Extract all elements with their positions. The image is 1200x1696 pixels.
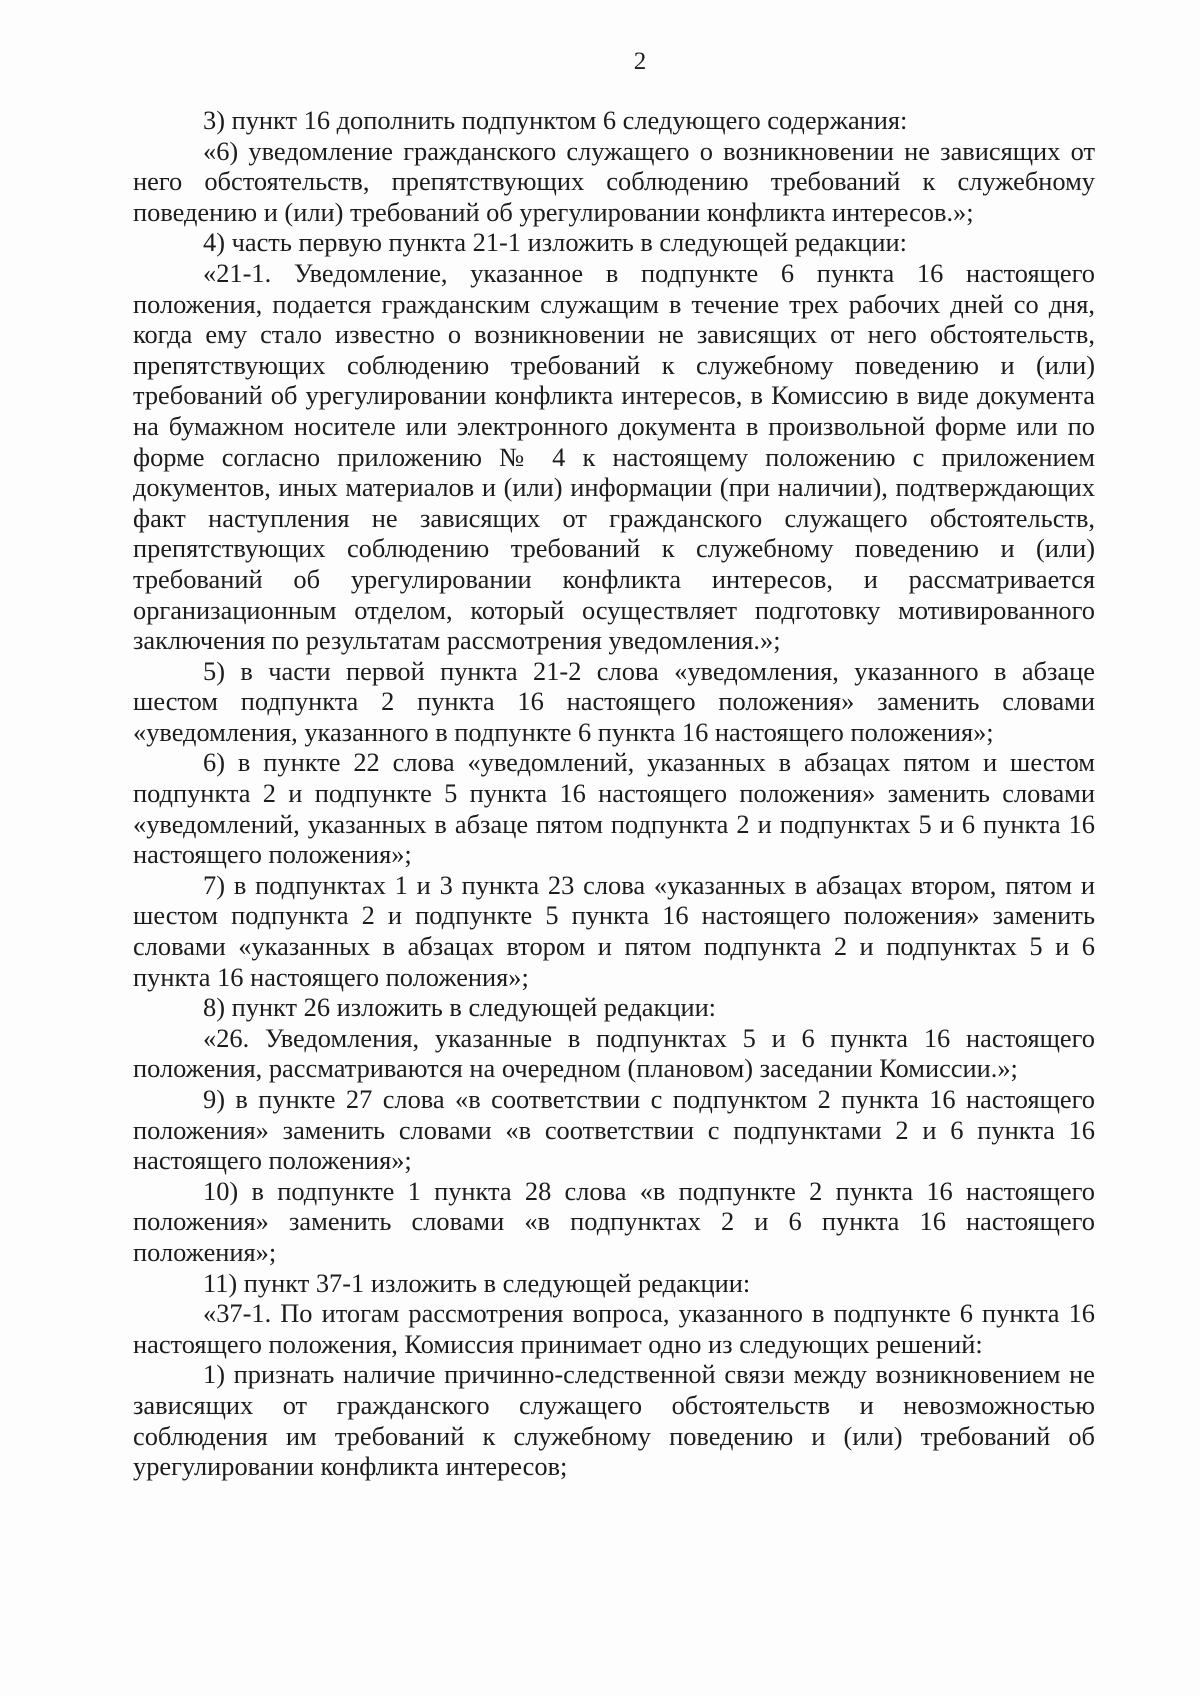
paragraph-item-11: 11) пункт 37-1 изложить в следующей редакции: (203, 1267, 751, 1298)
paragraph-item-10: 10) в подпункте 1 пункта 28 слова «в подпункте 2 пункта 16 настоящего положения» заменить словами «в подпунктах 2 и 6 пункта 16 настоящего положения»; (133, 1175, 1095, 1267)
paragraph-decision-1: 1) признать наличие причинно-следственной связи между возникновением не зависящих от гражданского служащего обстоятельств и невозможностью соблюдения им требований к служебному поведению и (или) требований об урегулировании конфликта интересов; (133, 1359, 1095, 1482)
paragraph-quote-37-1: «37-1. По итогам рассмотрения вопроса, указанного в подпункте 6 пункта 16 настоящего положения, Комиссия принимает одно из следующих решений: (133, 1298, 1095, 1359)
paragraph-item-3: 3) пункт 16 дополнить подпунктом 6 следующего содержания: (203, 105, 908, 135)
paragraph-item-7: 7) в подпунктах 1 и 3 пункта 23 слова «указанных в абзацах втором, пятом и шестом подпункта 2 и подпункте 5 пункта 16 настоящего положения» заменить словами «указанных в абзацах втором и пятом подпункта 2 и подпунктах 5 и 6 пункта 16 настоящего положения»; (133, 869, 1095, 992)
paragraph-quote-26: «26. Уведомления, указанные в подпунктах 5 и 6 пункта 16 настоящего положения, рассматриваются на очередном (плановом) заседании Комиссии.»; (133, 1022, 1095, 1084)
paragraph-item-9: 9) в пункте 27 слова «в соответствии с подпунктом 2 пункта 16 настоящего положения» заменить словами «в соответствии с подпунктами 2 и 6 пункта 16 настоящего положения»; (133, 1084, 1095, 1176)
paragraph-item-4: 4) часть первую пункта 21-1 изложить в следующей редакции: (203, 227, 908, 258)
paragraph-item-6: 6) в пункте 22 слова «уведомлений, указанных в абзацах пятом и шестом подпункта 2 и подпункте 5 пункта 16 настоящего положения» заменить словами «уведомлений, указанных в абзаце пятом подпункта 2 и подпунктах 5 и 6 пункта 16 настоящего положения»; (133, 747, 1095, 870)
document-body (133, 105, 1095, 1482)
paragraph-quote-21-1: «21-1. Уведомление, указанное в подпункте 6 пункта 16 настоящего положения, подается гражданским служащим в течение трех рабочих дней со дня, когда ему стало известно о возникновении не зависящих от него обстоятельств, препятствующих соблюдению требований к служебному поведению и (или) требований об урегулировании конфликта интересов, в Комиссию в виде документа на бумажном носителе или электронного документа в произвольной форме или по форме согласно приложению № 4 к настоящему положению с приложением документов, иных материалов и (или) информации (при наличии), подтверждающих факт наступления не зависящих от гражданского служащего обстоятельств, препятствующих соблюдению требований к служебному поведению и (или) требований об урегулировании конфликта интересов, и рассматривается организационным отделом, который осуществляет подготовку мотивированного заключения по результатам рассмотрения уведомления.»; (133, 257, 1095, 656)
paragraph-quote-item-6: «6) уведомление гражданского служащего о возникновении не зависящих от него обстоятельств, препятствующих соблюдению требований к служебному поведению и (или) требований об урегулировании конфликта интересов.»; (133, 135, 1095, 227)
page-number: 2 (633, 48, 647, 75)
paragraph-item-5: 5) в части первой пункта 21-2 слова «уведомления, указанного в абзаце шестом подпункта 2 пункта 16 настоящего положения» заменить словами «уведомления, указанного в подпункте 6 пункта 16 настоящего положения»; (133, 655, 1095, 747)
paragraph-item-8: 8) пункт 26 изложить в следующей редакции: (203, 992, 717, 1023)
